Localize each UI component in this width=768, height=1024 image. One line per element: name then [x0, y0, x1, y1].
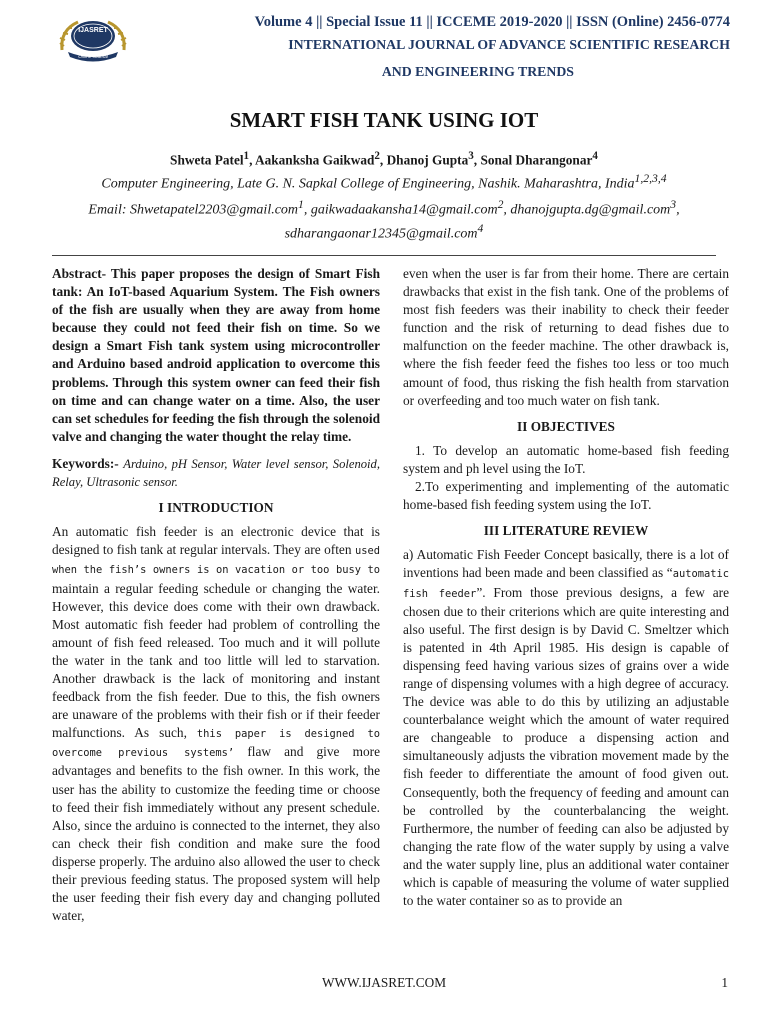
journal-logo [56, 16, 130, 62]
section-heading-objectives: II OBJECTIVES [517, 418, 615, 434]
author-sup: 4 [592, 150, 598, 162]
logo-subtext: Online Journal [78, 54, 108, 59]
logo-text: IJASRET [78, 27, 108, 34]
affiliation-sup: 1,2,3,4 [634, 172, 667, 185]
email-sup: 3 [670, 198, 677, 211]
footer-url[interactable]: WWW.IJASRET.COM [321, 975, 447, 990]
intro-continued: even when the user is far from their home. There are certain drawbacks that exist in the fish tank. One of the problems of most fish feeders was their inability to check their feeder function and the risk of returning to dead fishes due to malfunction on the feeder machine. The other drawback is, where the fish feeder feed the fishes too less or too much amount of food, thus risking the fish health from starvation or overfeeding and too much water on fish tank. [403, 266, 729, 408]
objective-item: 1. To develop an automatic home-based fish feeding system and ph level using the IoT. [403, 442, 729, 476]
literature-mono-text: automatic fish feeder [403, 568, 729, 600]
keywords-label: Keywords:- [52, 455, 119, 471]
section-heading-literature-review: III LITERATURE REVIEW [483, 523, 649, 539]
affiliation [0, 172, 768, 193]
email-link[interactable]: sdharangaonar12345@gmail.com [284, 226, 478, 242]
left-column [52, 265, 380, 925]
intro-text: An automatic fish feeder is an electronic device that is designed to fish tank at regular intervals. They are often [52, 524, 380, 558]
author-name: Dhanoj Gupta [386, 152, 469, 168]
intro-mono-text: used when the fish’s owners is on vacation or too busy to [52, 545, 381, 577]
literature-paragraph [403, 546, 729, 910]
keywords-text: Arduino, pH Sensor, Water level sensor, Solenoid, Relay, Ultrasonic sensor. [52, 456, 380, 490]
email-link[interactable]: Shwetapatel2203@gmail.com [130, 202, 299, 218]
literature-text: ”. From those previous designs, a few are chosen due to their criterions which are quite interesting and also useful. The first design is by David C. Smeltzer which is patented in 4th April 1985. His design is capable of dispensing feed having various sizes of grains over a wide range of dispensing volumes with a high degree of accuracy. The device was able to do this by utilizing an adjustable counterbalance weight which the amount of water required are changeable to produce a dispensing action and simultaneously adjusts the vibration movement made by the fish feeder to differentiate the amount of food given out. Consequently, both the frequency of feeding and amount can be controlled by the counterbalancing the weight. Furthermore, the number of feeding can also be adjusted by changing the rate flow of the water supply by using a valve and the water supply line, plus an additional water container which is capable of measuring the volume of water supplied to the water container so as to provide an [403, 584, 729, 909]
volume-issue-line: Volume 4 || Special Issue 11 || ICCEME 2019-2020 || ISSN (Online) 2456-0774 [254, 14, 730, 30]
keywords [52, 455, 380, 491]
author-list: Shweta Patel$^1$, Aakanksha Gaikwad$^2$, Dhanoj Gupta$^3$, Sonal Dharangonar$^4$ [170, 150, 598, 168]
author-name: Shweta Patel [170, 152, 244, 168]
author-sup: 2 [374, 150, 380, 162]
intro-mono-text: this paper is designed to overcome previous systems’ [52, 728, 380, 760]
paper-title: SMART FISH TANK USING IOT [229, 108, 539, 132]
intro-text: maintain a regular feeding schedule or changing the water. However, this device does come with their own drawback. Most automatic fish feeder had problem of controlling the amount of fish feed released. Too much and it will pollute the water in the tank and too little will led to starvation. Another drawback is the lack of monitoring and instant feedback from the fish feeder. Due to this, the fish owners are unaware of the problems with their fish or if their feeder malfunctions. As such, [52, 580, 380, 741]
email-sup: 2 [497, 198, 504, 211]
email-link[interactable]: dhanojgupta.dg@gmail.com [510, 202, 671, 218]
author-name: Aakanksha Gaikwad [255, 152, 375, 168]
email-link[interactable]: gaikwadaakansha14@gmail.com [310, 202, 498, 218]
email-line: Email: Shwetapatel2203@gmail.com$^1$, gaikwadaakansha14@gmail.com$^2$, dhanojgupta.dg@gmail.com$^3$, [88, 198, 680, 218]
email-label: Email: [88, 202, 130, 218]
objective-item: 2.To experimenting and implementing of the automatic home-based fish feeding system using the IoT. [403, 479, 729, 513]
intro-text: flaw and give more advantages and benefits to the fish owner. In this work, the user has the ability to customize the feeding time or choose to feed their fish immediately without any present schedule. Also, since the arduino is connected to the internet, they also can check their fish condition and make sure the food disperse properly. The arduino also allowed the user to check their previous feeding status. The proposed system will help the user feeding their fish every day and changing polluted water, [52, 744, 380, 924]
abstract: Abstract- This paper proposes the design of Smart Fish tank: An IoT-based Aquarium System. The Fish owners of the fish are usually when they are away from home because they could not feed their fish on time. So we design a Smart Fish tank system using microcontroller and Arduino based android application to overcome this problems. Through this system owner can feed their fish on time and can change water on a time. Also, the user can set schedules for feeding the fish through the solenoid valve and changing the water thought the relay time. [52, 266, 380, 444]
author-sup: 3 [468, 150, 474, 162]
journal-name-line-2: AND ENGINEERING TRENDS [381, 64, 574, 79]
author-sup: 1 [243, 150, 250, 162]
header-divider [52, 255, 716, 256]
affiliation-text: Computer Engineering, Late G. N. Sapkal College of Engineering, Nashik. Maharashtra, India [101, 176, 635, 192]
journal-name-line-1: INTERNATIONAL JOURNAL OF ADVANCE SCIENTIFIC RESEARCH [288, 37, 730, 52]
email-sup: 1 [298, 198, 304, 211]
page-number: 1 [721, 975, 728, 990]
author-name: Sonal Dharangonar [480, 152, 593, 168]
intro-paragraph [52, 523, 380, 925]
section-heading-introduction: I INTRODUCTION [158, 500, 274, 516]
right-column [403, 265, 729, 910]
email-sup: 4 [477, 222, 484, 235]
literature-text: a) Automatic Fish Feeder Concept basically, there is a lot of inventions had been made and been classified as “ [403, 547, 729, 581]
email-line [0, 222, 768, 243]
